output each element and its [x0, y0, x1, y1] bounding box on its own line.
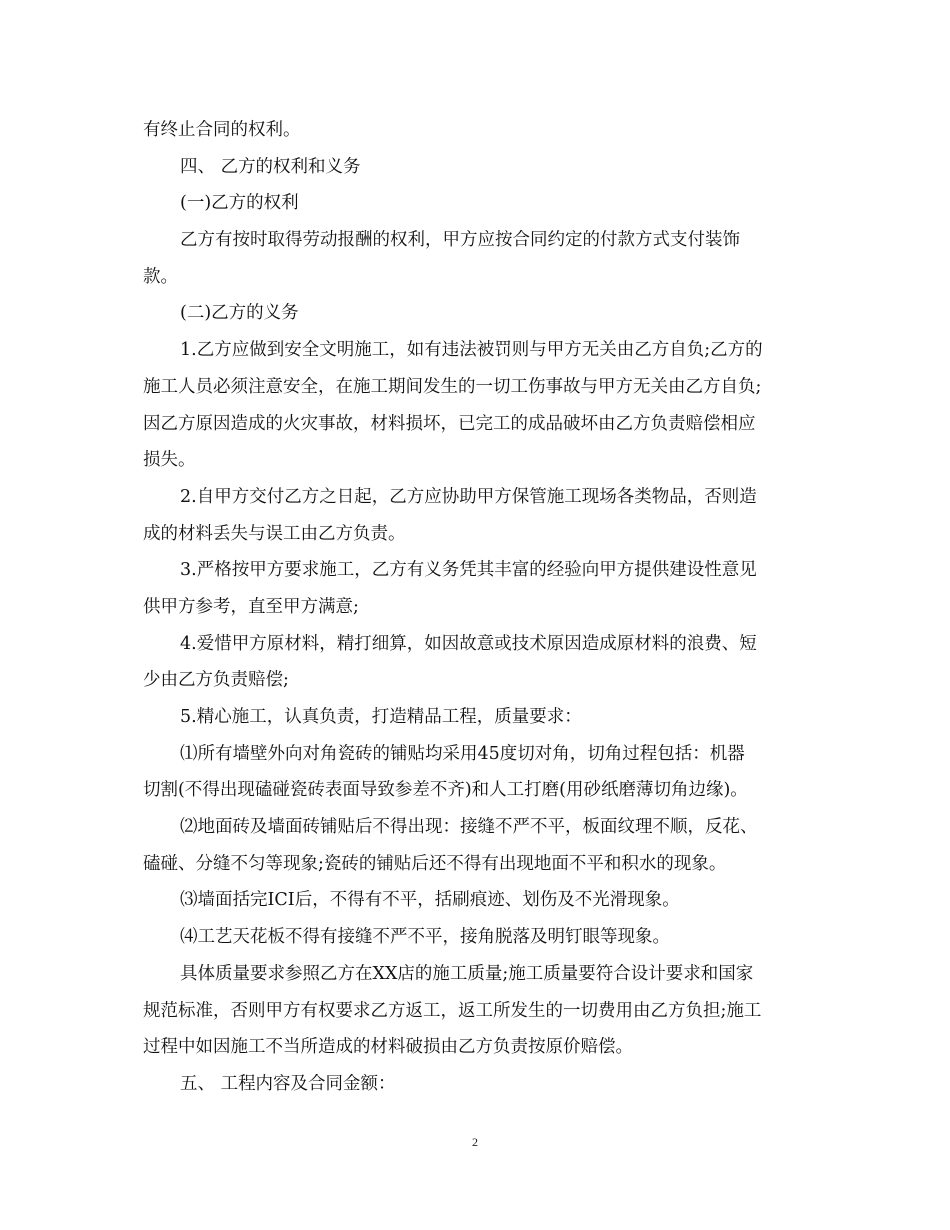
- text-line: 成的材料丢失与误工由乙方负责。: [143, 523, 406, 544]
- text-line: 少由乙方负责赔偿;: [143, 670, 289, 691]
- page-number: 2: [472, 1135, 478, 1149]
- text-line: 3.严格按甲方要求施工，乙方有义务凭其丰富的经验向甲方提供建设性意见: [180, 560, 757, 581]
- text-line: 五、 工程内容及合同金额：: [180, 1073, 396, 1094]
- text-line: 款。: [143, 266, 178, 287]
- text-line: 施工人员必须注意安全，在施工期间发生的一切工伤事故与甲方无关由乙方自负;: [143, 376, 762, 397]
- text-line: 因乙方原因造成的火灾事故，材料损坏，已完工的成品破坏由乙方负责赔偿相应: [143, 413, 756, 434]
- text-line: 4.爱惜甲方原材料，精打细算，如因故意或技术原因造成原材料的浪费、短: [180, 633, 757, 654]
- text-line: 1.乙方应做到安全文明施工，如有违法被罚则与甲方无关由乙方自负;乙方的: [180, 340, 763, 361]
- text-line: 规范标准，否则甲方有权要求乙方返工，返工所发生的一切费用由乙方负担;施工: [143, 1000, 762, 1021]
- text-line: 损失。: [143, 450, 196, 471]
- text-line: 乙方有按时取得劳动报酬的权利，甲方应按合同约定的付款方式支付装饰: [180, 230, 740, 251]
- text-line: 供甲方参考，直至甲方满意;: [143, 596, 359, 617]
- text-line: 过程中如因施工不当所造成的材料破损由乙方负责按原价赔偿。: [143, 1037, 633, 1058]
- text-line: 切割(不得出现磕碰瓷砖表面导致参差不齐)和人工打磨(用砂纸磨薄切角边缘)。: [143, 780, 748, 801]
- text-line: 有终止合同的权利。: [143, 120, 301, 140]
- text-line: ⑷工艺天花板不得有接缝不严不平，接角脱落及明钉眼等现象。: [180, 927, 670, 948]
- text-line: 磕碰、分缝不匀等现象;瓷砖的铺贴后还不得有出现地面不平和积水的现象。: [143, 853, 727, 874]
- text-line: 具体质量要求参照乙方在XX店的施工质量;施工质量要符合设计要求和国家: [180, 963, 754, 984]
- text-line: ⑵地面砖及墙面砖铺贴后不得出现：接缝不严不平，板面纹理不顺，反花、: [180, 817, 758, 838]
- text-line: 5.精心施工，认真负责，打造精品工程，质量要求：: [180, 707, 582, 727]
- text-line: 四、 乙方的权利和义务: [180, 156, 361, 177]
- text-line: (一)乙方的权利: [180, 193, 299, 214]
- document-body: [143, 112, 808, 1103]
- text-line: ⑴所有墙壁外向对角瓷砖的铺贴均采用45度切对角，切角过程包括：机器: [180, 743, 745, 764]
- text-line: ⑶墙面括完ICI后，不得有不平，括刷痕迹、划伤及不光滑现象。: [180, 890, 680, 911]
- text-line: (二)乙方的义务: [180, 303, 299, 324]
- text-line: 2.自甲方交付乙方之日起，乙方应协助甲方保管施工现场各类物品，否则造: [180, 486, 757, 507]
